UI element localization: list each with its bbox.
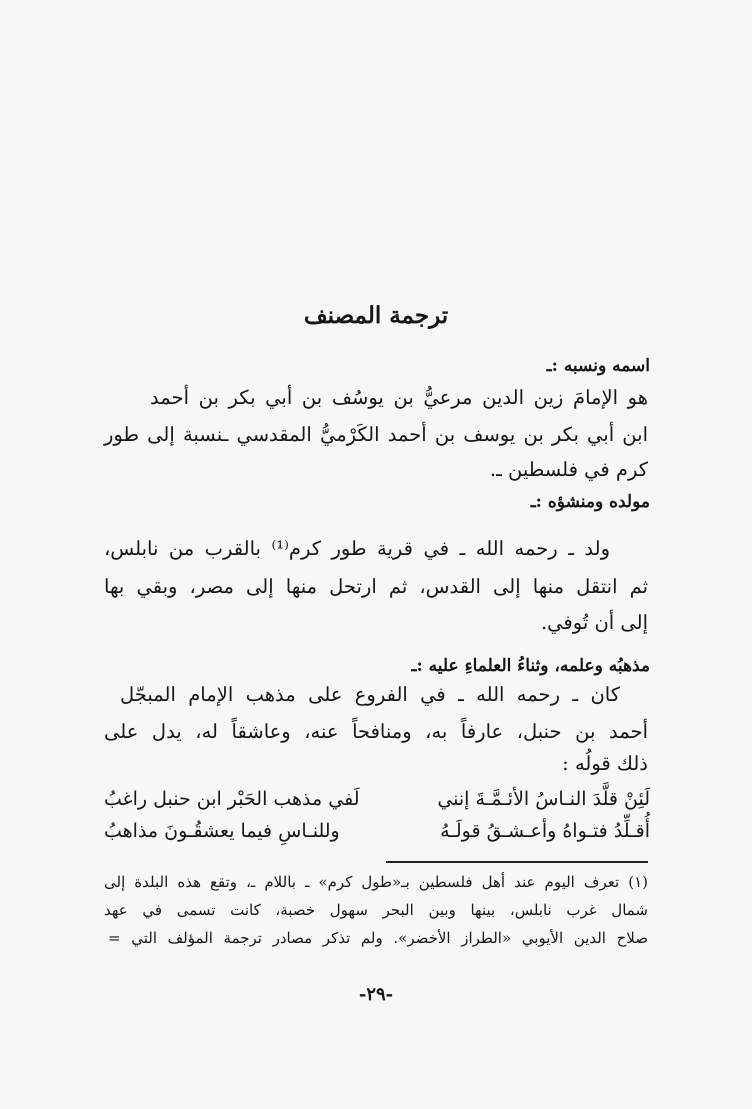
paragraph-line: ثم انتقل منها إلى القدس، ثم ارتحل منها إلى مصر، وبقي بها — [104, 575, 648, 598]
poem-verse-2-first-hemistich: أُقـلِّدُ فتـواهُ وأعـشـقُ قولَـهُ — [440, 820, 650, 842]
paragraph-line: أحمد بن حنبل، عارفاً به، ومنافحاً عنه، وعاشقاً له، يدل على — [104, 720, 648, 743]
footnote-line: شمال غرب نابلس، بينها وبين البحر سهول خصبة، كانت تسمى في عهد — [104, 901, 648, 919]
footnote-line: صلاح الدين الأيوبي «الطراز الأخضر». ولم تذكر مصادر ترجمة المؤلف التي = — [108, 929, 648, 947]
page-title: ترجمة المصنف — [303, 302, 449, 329]
paragraph-line: كان ـ رحمه الله ـ في الفروع على مذهب الإمام المبجّل — [120, 683, 620, 706]
page-number: -٢٩- — [358, 984, 394, 1005]
paragraph-line: هو الإمامَ زين الدين مرعيُّ بن يوسُف بن أبي بكر بن أحمد — [150, 386, 648, 409]
poem-verse-2-second-hemistich: وللنـاسِ فيما يعشقُـونَ مذاهبُ — [104, 820, 340, 842]
section-heading-name-lineage: اسمه ونسبه :ـ — [546, 356, 650, 376]
section-heading-birth-upbringing: مولده ومنشؤه :ـ — [530, 492, 650, 512]
paragraph-line: ابن أبي بكر بن يوسف بن أحمد الكَرْميُّ المقدسي ـنسبة إلى طور — [104, 423, 648, 446]
paragraph-line: إلى أن تُوفي. — [540, 611, 648, 634]
paragraph-line: ذلك قولُه : — [562, 752, 648, 775]
footnote-line: (١) تعرف اليوم عند أهل فلسطين بـ«طول كرم» ـ باللام ـ، وتقع هذه البلدة إلى — [104, 873, 648, 891]
poem-verse-1-second-hemistich: لَفي مذهب الحَبْر ابن حنبل راغبُ — [104, 788, 360, 810]
paragraph-line: كرم في فلسطين ـ. — [489, 458, 648, 481]
footnote-separator — [386, 861, 648, 863]
paragraph-line: ولد ـ رحمه الله ـ في قرية طور كرم⁽¹⁾ بالقرب من نابلس، — [104, 537, 610, 560]
section-heading-school-knowledge: مذهبُه وعلمه، وثناءُ العلماءِ عليه :ـ — [411, 656, 650, 676]
poem-verse-1-first-hemistich: لَئِنْ قلَّدَ النـاسُ الأئـمَّـةَ إنني — [437, 788, 650, 810]
